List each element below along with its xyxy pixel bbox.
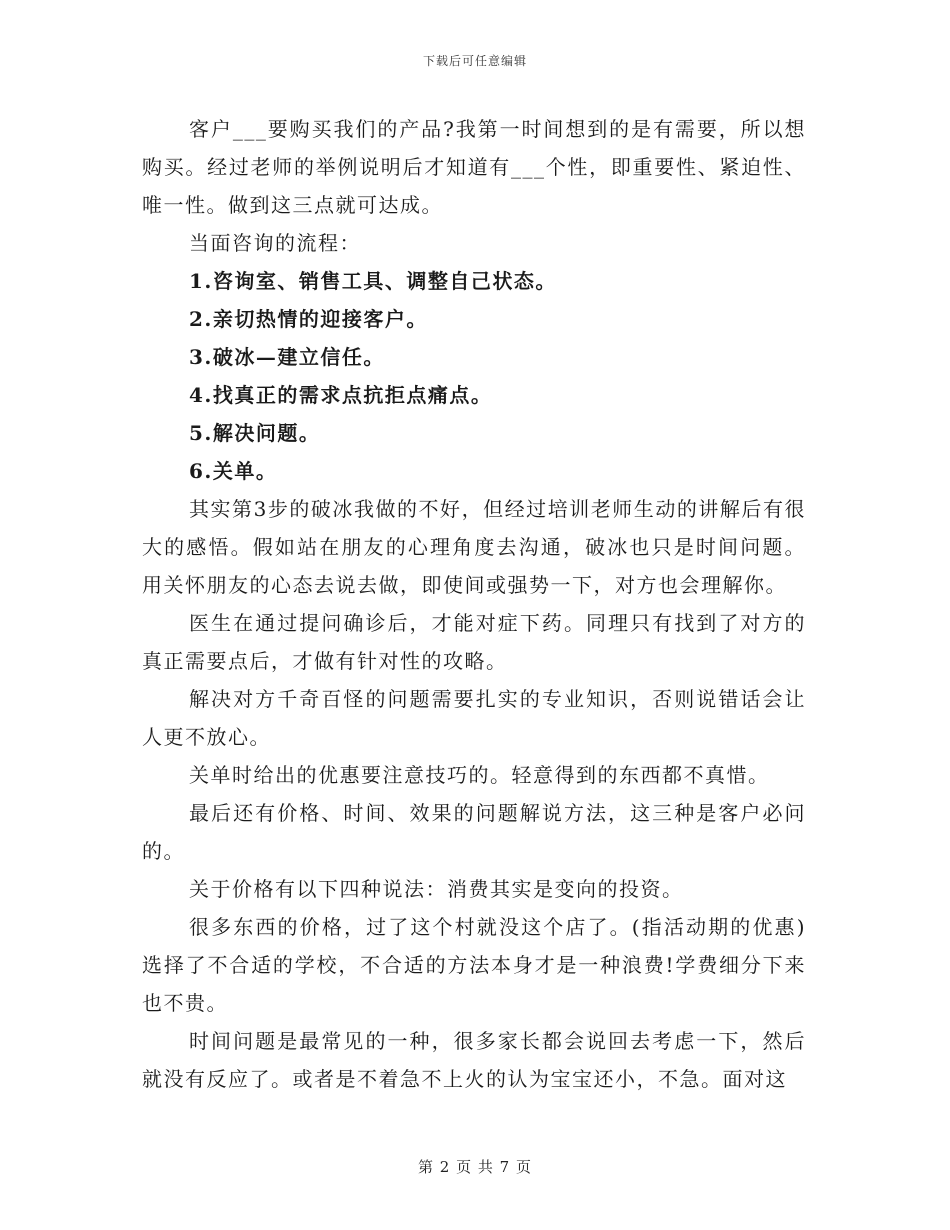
paragraph: 解决对方千奇百怪的问题需要扎实的专业知识，否则说错话会让人更不放心。 xyxy=(142,687,806,749)
paragraph: 当面咨询的流程： xyxy=(189,231,361,255)
process-step: 2.亲切热情的迎接客户。 xyxy=(189,307,428,331)
process-step: 3.破冰—建立信任。 xyxy=(189,345,385,369)
paragraph: 很多东西的价格，过了这个村就没这个店了。(指活动期的优惠)选择了不合适的学校，不合适的方法本身才是一种浪费!学费细分下来也不贵。 xyxy=(142,915,806,1015)
process-step: 1.咨询室、销售工具、调整自己状态。 xyxy=(189,269,557,293)
process-step: 5.解决问题。 xyxy=(189,421,321,445)
paragraph: 最后还有价格、时间、效果的问题解说方法，这三种是客户必问的。 xyxy=(142,801,806,863)
paragraph: 客户___要购买我们的产品?我第一时间想到的是有需要，所以想购买。经过老师的举例说明后才知道有___个性，即重要性、紧迫性、唯一性。做到这三点就可达成。 xyxy=(142,117,806,217)
paragraph: 医生在通过提问确诊后，才能对症下药。同理只有找到了对方的真正需要点后，才做有针对性的攻略。 xyxy=(142,611,806,673)
page-header: 下载后可任意编辑 xyxy=(422,54,527,68)
page-number: 第 2 页 共 7 页 xyxy=(418,1158,532,1176)
paragraph: 其实第3步的破冰我做的不好，但经过培训老师生动的讲解后有很大的感悟。假如站在朋友的心理角度去沟通，破冰也只是时间问题。用关怀朋友的心态去说去做，即使间或强势一下，对方也会理解你。 xyxy=(142,497,806,597)
paragraph: 关于价格有以下四种说法：消费其实是变向的投资。 xyxy=(189,877,684,901)
process-step: 6.关单。 xyxy=(189,459,278,483)
process-step: 4.找真正的需求点抗拒点痛点。 xyxy=(189,383,493,407)
document-body xyxy=(142,110,806,1098)
paragraph: 关单时给出的优惠要注意技巧的。轻意得到的东西都不真惜。 xyxy=(189,763,770,787)
paragraph: 时间问题是最常见的一种，很多家长都会说回去考虑一下，然后就没有反应了。或者是不着急不上火的认为宝宝还小，不急。面对这 xyxy=(142,1029,806,1091)
